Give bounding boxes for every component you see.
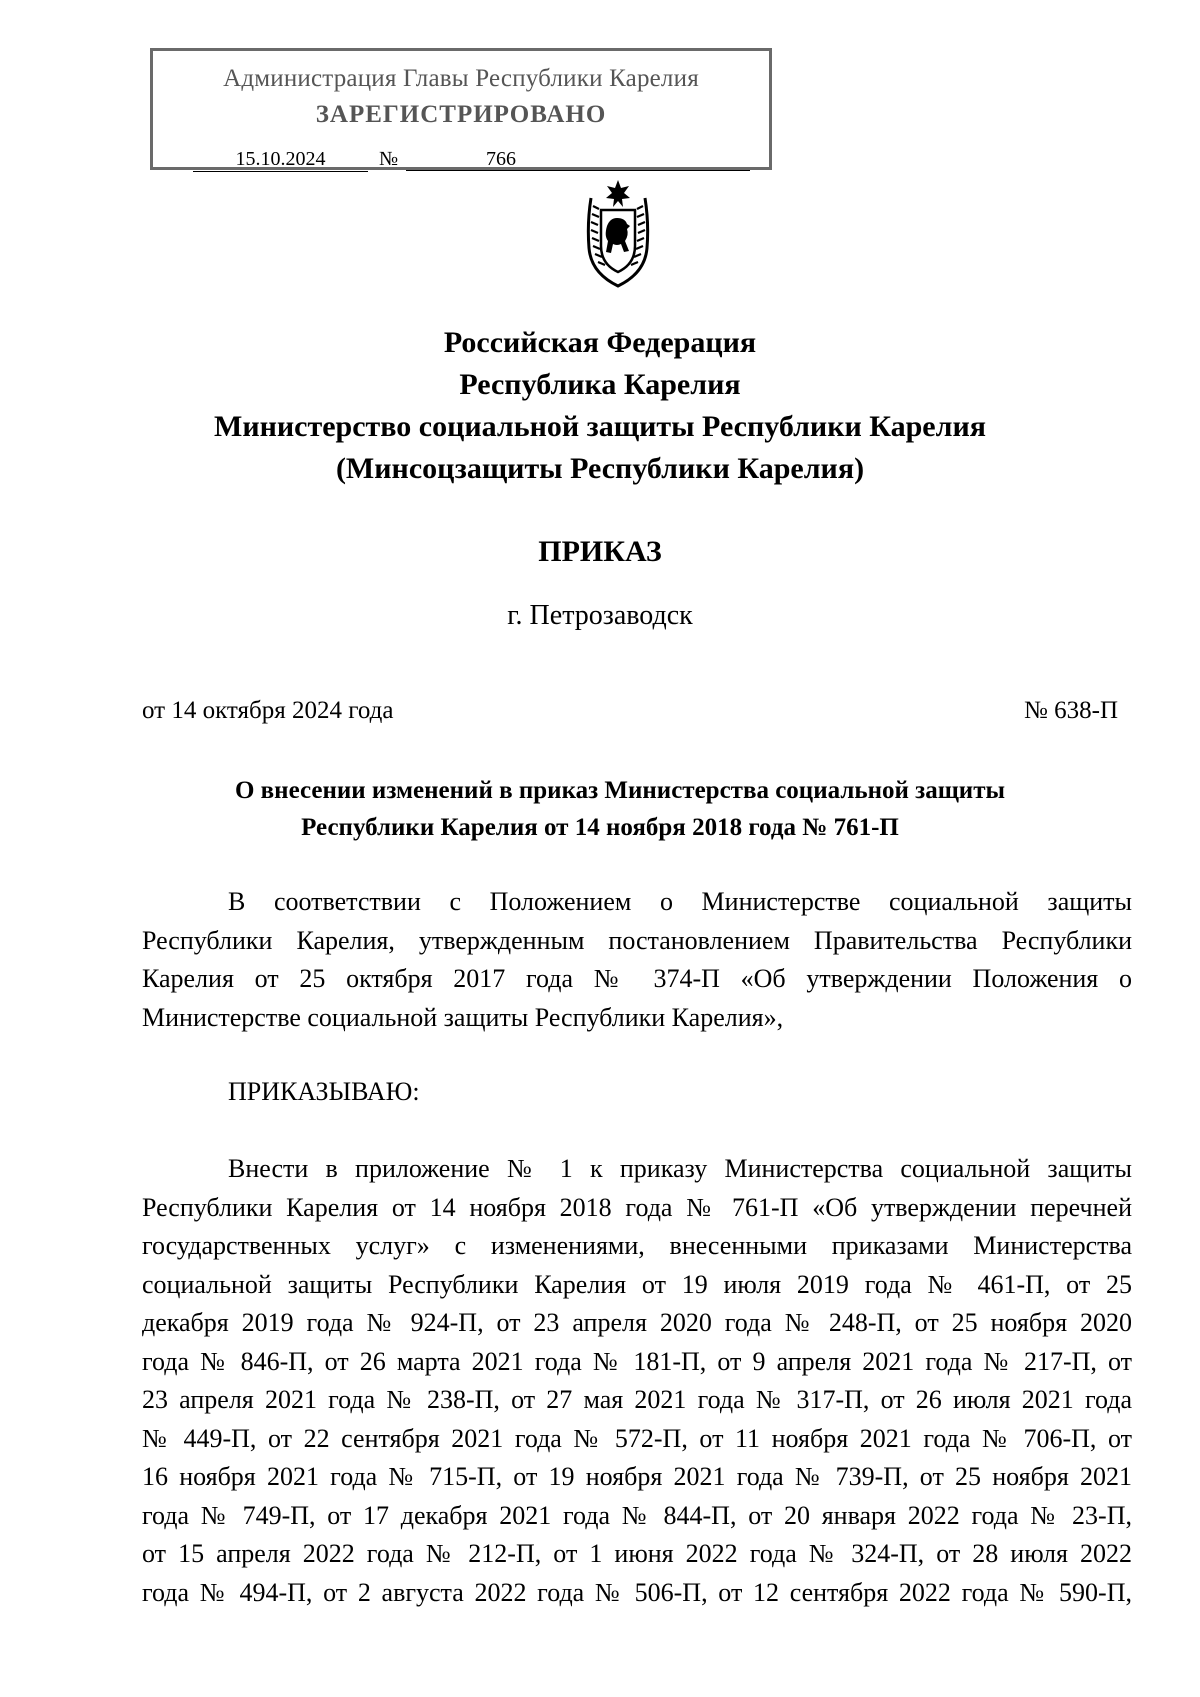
subject-line: Республики Карелия от 14 ноября 2018 года № 761-П (301, 814, 899, 841)
order-word: ПРИКАЗЫВАЮ: (228, 1077, 420, 1106)
subject-line: О внесении изменений в приказ Министерства социальной защиты (234, 777, 1006, 804)
header-republic: Республика Карелия (459, 368, 741, 401)
paragraph-line: от 15 апреля 2022 года № 212-П, от 1 июня 2022 года № 324-П, от 28 июля 2022 (142, 1539, 1132, 1568)
paragraph-line: года № 494-П, от 2 августа 2022 года № 506-П, от 12 сентября 2022 года № 590-П, (142, 1577, 1132, 1607)
document-city: г. Петрозаводск (507, 600, 693, 631)
paragraph-line: Министерстве социальной защиты Республики Карелия», (142, 1002, 784, 1032)
paragraph-line: Карелия от 25 октября 2017 года № 374-П «Об утверждении Положения о (142, 964, 1132, 993)
paragraph-line: 16 ноября 2021 года № 715-П, от 19 ноября 2021 года № 739-П, от 25 ноября 2021 (142, 1462, 1132, 1491)
stamp-organization: Администрация Главы Республики Карелия (223, 65, 699, 92)
paragraph-line: Республики Карелия от 14 ноября 2018 года № 761-П «Об утверждении перечней (142, 1192, 1132, 1222)
paragraph-line: 23 апреля 2021 года № 238-П, от 27 мая 2021 года № 317-П, от 26 июля 2021 года (142, 1385, 1132, 1414)
document-type: ПРИКАЗ (538, 535, 662, 568)
stamp-status: ЗАРЕГИСТРИРОВАНО (315, 101, 607, 128)
document-subject (0, 772, 1200, 846)
paragraph-line: № 449-П, от 22 сентября 2021 года № 572-П, от 11 ноября 2021 года № 706-П, от (142, 1423, 1132, 1453)
paragraph-line: Республики Карелия, утвержденным постановлением Правительства Республики (142, 925, 1132, 955)
stamp-date: 15.10.2024 (193, 147, 368, 172)
header-ministry-short: (Минсоцзащиты Республики Карелия) (335, 452, 865, 485)
paragraph-line: социальной защиты Республики Карелия от 19 июля 2019 года № 461-П, от 25 (142, 1269, 1132, 1299)
stamp-number-sign: № (379, 148, 399, 170)
paragraph-line: В соответствии с Положением о Министерстве социальной защиты (228, 887, 1132, 916)
karelia-coat-of-arms-icon (583, 178, 653, 288)
paragraph-basis (142, 883, 1132, 1037)
registration-stamp (150, 48, 772, 170)
header-country: Российская Федерация (443, 326, 757, 359)
paragraph-line: декабря 2019 года № 924-П, от 23 апреля 2020 года № 248-П, от 25 ноября 2020 (142, 1308, 1132, 1337)
header-ministry: Министерство социальной защиты Республики Карелия (214, 410, 986, 443)
paragraph-line: Внести в приложение № 1 к приказу Министерства социальной защиты (228, 1154, 1132, 1183)
paragraph-line: года № 749-П, от 17 декабря 2021 года № 844-П, от 20 января 2022 года № 23-П, (142, 1500, 1132, 1530)
paragraph-line: государственных услуг» с изменениями, внесенными приказами Министерства (142, 1231, 1132, 1260)
document-number: № 638-П (1024, 697, 1118, 724)
document-date: от 14 октября 2024 года (142, 697, 394, 724)
paragraph-line: года № 846-П, от 26 марта 2021 года № 181-П, от 9 апреля 2021 года № 217-П, от (142, 1346, 1132, 1376)
paragraph-order (142, 1150, 1132, 1612)
stamp-number: 766 (406, 147, 750, 171)
